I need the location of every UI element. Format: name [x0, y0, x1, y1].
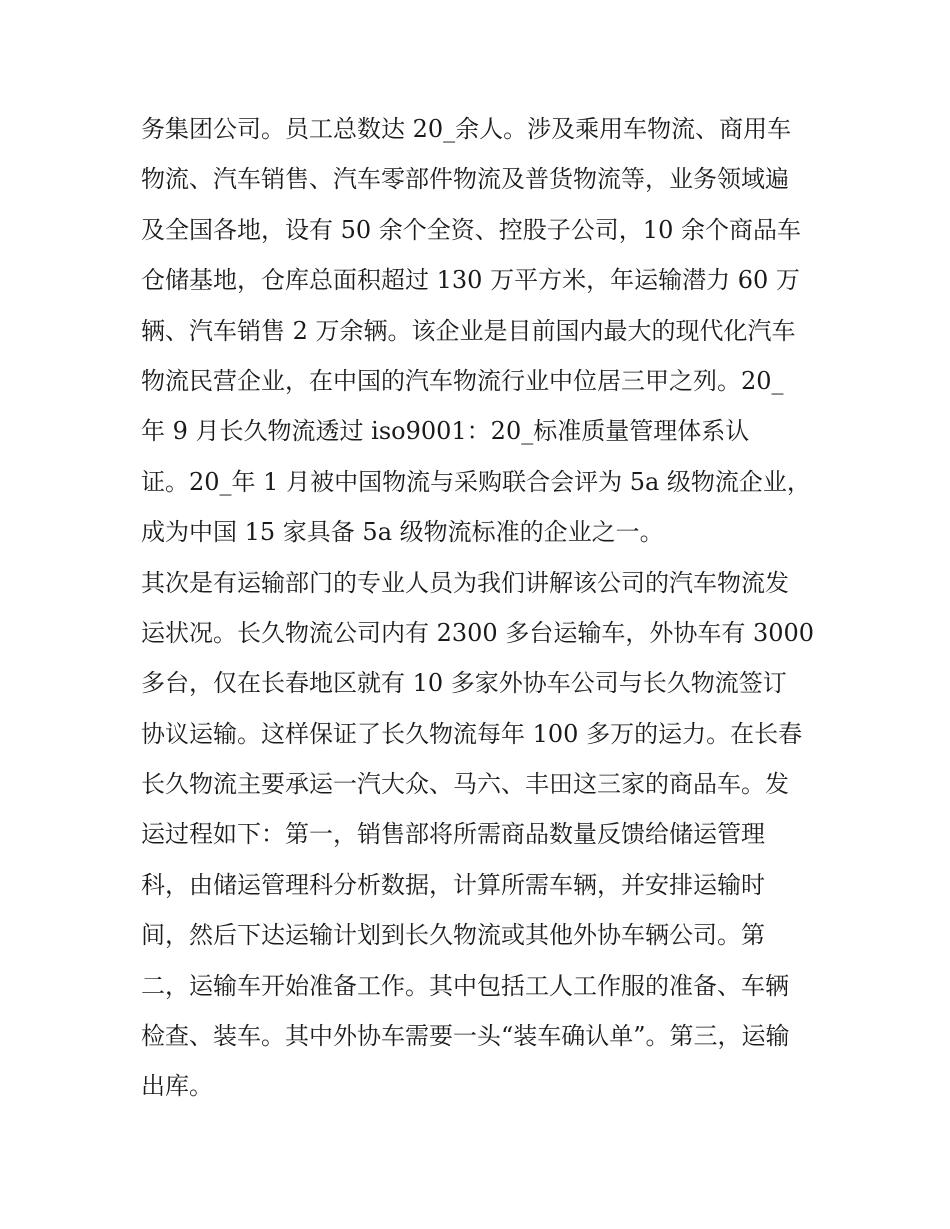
text-line: 间，然后下达运输计划到长久物流或其他外协车辆公司。第 — [141, 921, 765, 950]
text-line: 运过程如下：第一，销售部将所需商品数量反馈给储运管理 — [141, 820, 765, 849]
text-line: 证。20_年 1 月被中国物流与采购联合会评为 5a 级物流企业， — [141, 467, 811, 496]
text-line: 协议运输。这样保证了长久物流每年 100 多万的运力。在长春 — [141, 719, 803, 748]
text-line: 物流、汽车销售、汽车零部件物流及普货物流等，业务领域遍 — [141, 165, 789, 194]
text-line: 物流民营企业，在中国的汽车物流行业中位居三甲之列。20_ — [141, 366, 784, 395]
text-line: 务集团公司。员工总数达 20_余人。涉及乘用车物流、商用车 — [141, 115, 792, 143]
text-line: 多台，仅在长春地区就有 10 多家外协车公司与长久物流签订 — [141, 669, 787, 698]
text-line: 仓储基地，仓库总面积超过 130 万平方米，年运输潜力 60 万 — [141, 266, 800, 295]
text-line: 其次是有运输部门的专业人员为我们讲解该公司的汽车物流发 — [141, 568, 789, 597]
text-line: 年 9 月长久物流透过 iso9001：20_标准质量管理体系认 — [141, 417, 750, 446]
text-line: 成为中国 15 家具备 5a 级物流标准的企业之一。 — [141, 518, 664, 547]
text-line: 二，运输车开始准备工作。其中包括工人工作服的准备、车辆 — [141, 971, 789, 1000]
text-line: 运状况。长久物流公司内有 2300 多台运输车，外协车有 3000 — [141, 618, 815, 647]
document-body-text — [141, 104, 831, 1112]
text-line: 及全国各地，设有 50 余个全资、控股子公司，10 余个商品车 — [141, 215, 801, 244]
text-line: 辆、汽车销售 2 万余辆。该企业是目前国内最大的现代化汽车 — [141, 316, 796, 345]
text-line: 出库。 — [141, 1072, 213, 1101]
text-line: 长久物流主要承运一汽大众、马六、丰田这三家的商品车。发 — [141, 770, 789, 799]
text-line: 科，由储运管理科分析数据，计算所需车辆，并安排运输时 — [141, 870, 765, 899]
text-line: 检查、装车。其中外协车需要一头“装车确认单”。第三，运输 — [141, 1022, 790, 1051]
